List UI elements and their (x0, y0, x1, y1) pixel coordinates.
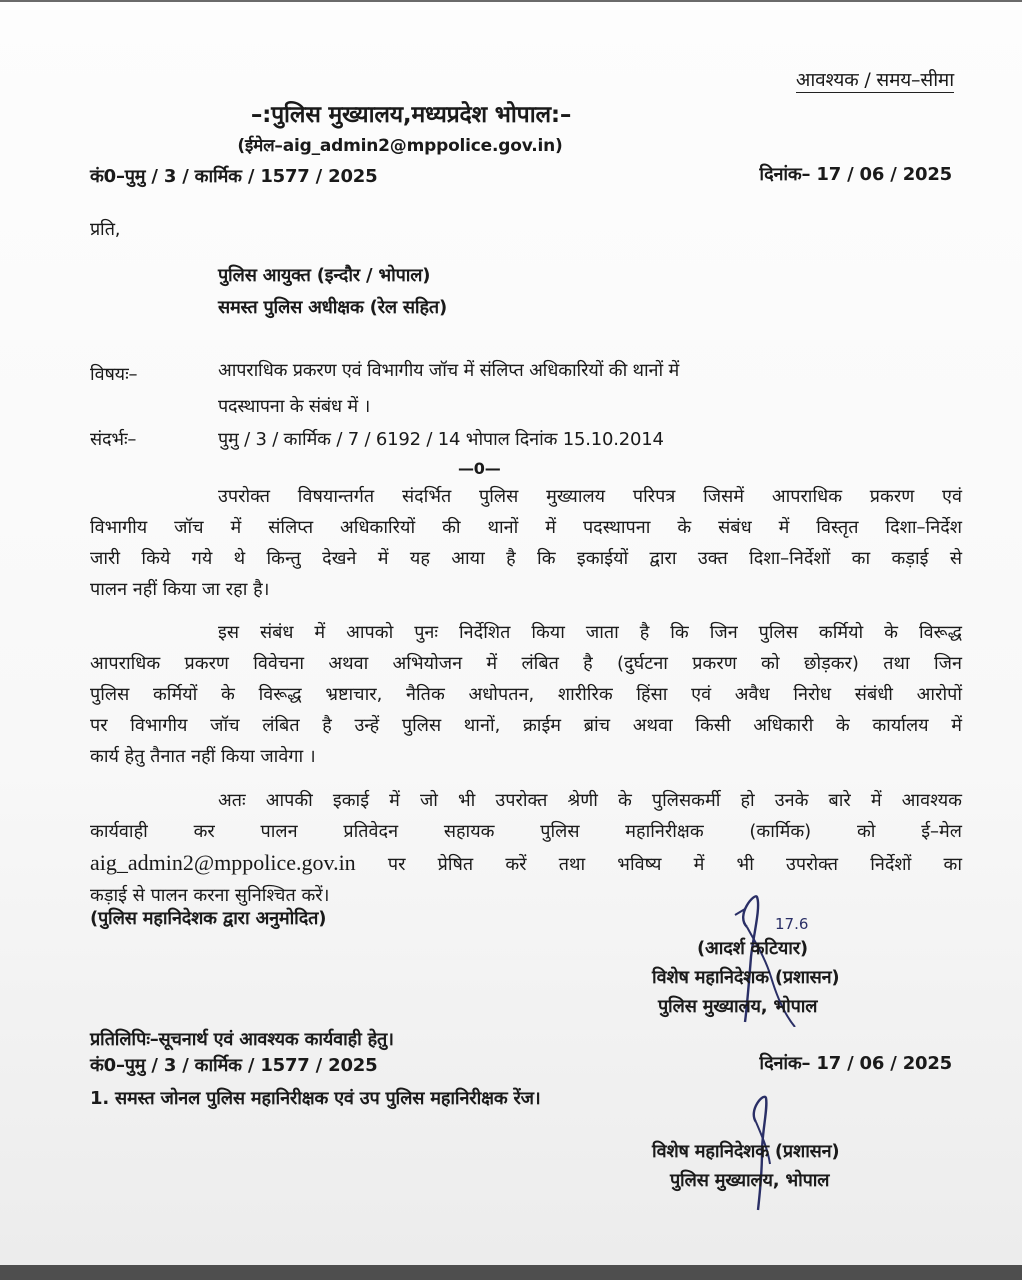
copy-signatory-office: पुलिस मुख्यालय, भोपाल (670, 1170, 830, 1191)
letter-date: दिनांक– 17 / 06 / 2025 (759, 164, 952, 185)
signatory-office: पुलिस मुख्यालय, भोपाल (658, 996, 818, 1017)
copy-reference-number: कं0–पुमु / 3 / कार्मिक / 1577 / 2025 (90, 1055, 378, 1076)
copy-signatory-designation: विशेष महानिदेशक (प्रशासन) (652, 1141, 840, 1162)
paragraph-line: कड़ाई से पालन करना सुनिश्चित करें। (90, 885, 330, 906)
signature-date: 17.6 (775, 915, 809, 933)
subject-line: पदस्थापना के संबंध में । (218, 396, 371, 417)
body-paragraph (90, 617, 962, 772)
reference-label: संदर्भः– (90, 429, 137, 450)
copy-recipient: 1. समस्त जोनल पुलिस महानिरीक्षक एवं उप पुलिस महानिरीक्षक रेंज। (90, 1088, 541, 1109)
addressee: पुलिस आयुक्त (इन्दौर / भोपाल) (218, 265, 431, 286)
paragraph-line: पालन नहीं किया जा रहा है। (90, 579, 270, 600)
signatory-designation: विशेष महानिदेशक (प्रशासन) (652, 967, 840, 988)
letter-page (0, 2, 1022, 1265)
paragraph-text: पर प्रेषित करें तथा भविष्य में भी उपरोक्त निर्देशों का (355, 854, 962, 875)
bottom-edge (0, 1265, 1022, 1280)
paragraph-line: उपरोक्त विषयान्तर्गत संदर्भित पुलिस मुख्यालय परिपत्र जिसमें आपराधिक प्रकरण एवं (218, 486, 962, 507)
paragraph-line: कार्यवाही कर पालन प्रतिवेदन सहायक पुलिस महानिरीक्षक (कार्मिक) को ई–मेल (90, 821, 962, 842)
paragraph-line: इस संबंध में आपको पुनः निर्देशित किया जाता है कि जिन पुलिस कर्मियो के विरूद्ध (218, 622, 962, 643)
letterhead-title: –:पुलिस मुख्यालय,मध्यप्रदेश भोपाल:– (250, 102, 572, 128)
reference-text: पुमु / 3 / कार्मिक / 7 / 6192 / 14 भोपाल दिनांक 15.10.2014 (218, 429, 664, 450)
urgency-tag: आवश्यक / समय–सीमा (795, 69, 954, 91)
subject-line: आपराधिक प्रकरण एवं विभागीय जॉच में संलिप्त अधिकारियों की थानों में (218, 360, 680, 381)
subject-label: विषयः– (90, 364, 138, 385)
paragraph-line: आपराधिक प्रकरण विवेचना अथवा अभियोजन में लंबित है (दुर्घटना प्रकरण को छोड़कर) तथा जिन (90, 653, 962, 674)
email-link[interactable]: aig_admin2@mppolice.gov.in (90, 850, 356, 875)
signatory-name: (आदर्श कटियार) (697, 938, 808, 959)
copy-to-heading: प्रतिलिपिः–सूचनार्थ एवं आवश्यक कार्यवाही हेतु। (90, 1029, 394, 1050)
paragraph-line: पर विभागीय जॉच लंबित है उन्हें पुलिस थानों, क्राईम ब्रांच अथवा किसी अधिकारी के कार्यालय में (90, 715, 962, 736)
reference-number: कं0–पुमु / 3 / कार्मिक / 1577 / 2025 (90, 166, 378, 187)
to-label: प्रति, (90, 219, 121, 240)
paragraph-line: अतः आपकी इकाई में जो भी उपरोक्त श्रेणी के पुलिसकर्मी हो उनके बारे में आवश्यक (218, 790, 962, 811)
copy-date: दिनांक– 17 / 06 / 2025 (759, 1053, 952, 1074)
body-paragraph (90, 481, 962, 605)
paragraph-line: पुलिस कर्मियों के विरूद्ध भ्रष्टाचार, नैतिक अधोपतन, शारीरिक हिंसा एवं अवैध निरोध संबंधी आरोपों (90, 684, 962, 705)
paragraph-line: विभागीय जॉच में संलिप्त अधिकारियों की थानों में पदस्थापना के संबंध में विस्तृत दिशा–निर्देश (90, 517, 962, 538)
approval-note: (पुलिस महानिदेशक द्वारा अनुमोदित) (90, 908, 327, 929)
paragraph-line: जारी किये गये थे किन्तु देखने में यह आया है कि इकाईयों द्वारा उक्त दिशा–निर्देशों का कड़ाई से (90, 548, 962, 569)
addressee: समस्त पुलिस अधीक्षक (रेल सहित) (218, 297, 447, 318)
section-divider: —0— (458, 459, 501, 478)
paragraph-line: कार्य हेतु तैनात नहीं किया जावेगा । (90, 746, 316, 767)
letterhead-email: (ईमेल–aig_admin2@mppolice.gov.in) (237, 136, 563, 156)
paragraph-line (90, 847, 962, 880)
